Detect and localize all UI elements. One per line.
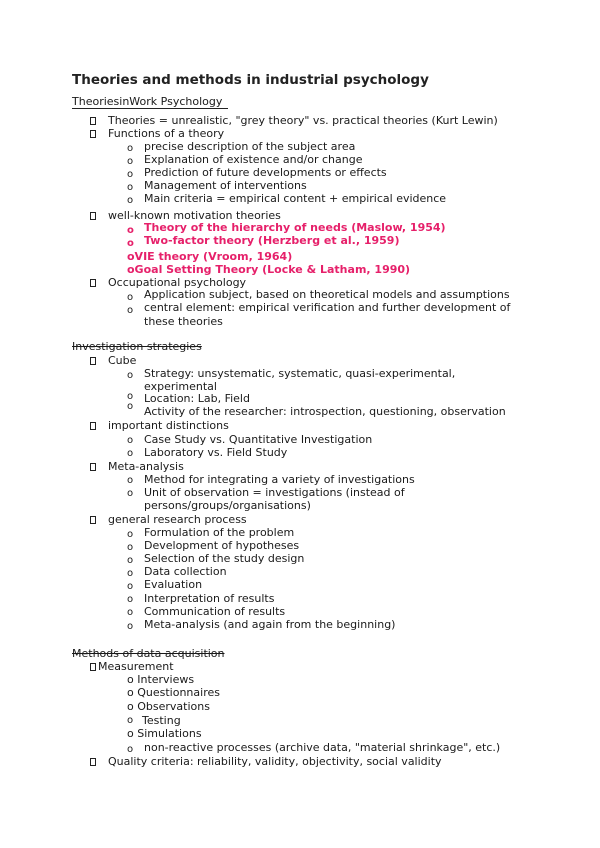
square-bullet-icon (90, 279, 96, 287)
square-bullet-icon (90, 516, 96, 524)
list-item: central element: empirical verification and further development of (144, 301, 511, 314)
highlighted-item: Theory of the hierarchy of needs (Maslow, 1954) (144, 221, 446, 234)
list-item: general research process (108, 513, 247, 526)
circle-bullet-icon: o (127, 488, 134, 499)
section-heading-methods: Methods of data acquisition (72, 647, 225, 660)
circle-bullet-icon: o (127, 715, 134, 726)
list-item: o Simulations (127, 727, 202, 740)
circle-bullet-icon: o (127, 238, 134, 249)
circle-bullet-icon: o (127, 621, 134, 632)
list-item: Activity of the researcher: introspection, questioning, observation (144, 405, 506, 418)
list-item: Application subject, based on theoretical models and assumptions (144, 288, 510, 301)
list-item: these theories (144, 315, 223, 328)
circle-bullet-icon: o (127, 143, 134, 154)
list-item: Location: Lab, Field (144, 392, 250, 405)
list-item: Main criteria = empirical content + empirical evidence (144, 192, 447, 205)
list-item: Method for integrating a variety of investigations (144, 473, 415, 486)
square-bullet-icon (90, 463, 96, 471)
circle-bullet-icon: o (127, 568, 134, 579)
circle-bullet-icon: o (127, 607, 134, 618)
circle-bullet-icon: o (127, 169, 134, 180)
square-bullet-icon (90, 212, 96, 220)
square-bullet-icon (90, 758, 96, 766)
list-item: Theories = unrealistic, "grey theory" vs. practical theories (Kurt Lewin) (108, 114, 498, 127)
circle-bullet-icon: o (127, 225, 134, 236)
list-item: Testing (142, 714, 181, 727)
square-bullet-icon (90, 117, 96, 125)
list-item: Data collection (144, 565, 227, 578)
circle-bullet-icon: o (127, 305, 134, 316)
circle-bullet-icon: o (127, 370, 134, 381)
square-bullet-icon (90, 422, 96, 430)
list-item: Laboratory vs. Field Study (144, 446, 288, 459)
list-item: Management of interventions (144, 179, 307, 192)
highlighted-item: oGoal Setting Theory (Locke & Latham, 1990) (127, 263, 411, 276)
list-item: Interpretation of results (144, 592, 275, 605)
list-item: Meta-analysis (and again from the beginning) (144, 618, 396, 631)
section-heading-investigation: Investigation strategies (72, 340, 202, 353)
list-item: precise description of the subject area (144, 140, 356, 153)
circle-bullet-icon: o (127, 744, 134, 755)
list-item: important distinctions (108, 419, 229, 432)
circle-bullet-icon: o (127, 581, 134, 592)
list-item: Evaluation (144, 578, 203, 591)
circle-bullet-icon: o (127, 555, 134, 566)
list-item: o Interviews (127, 673, 195, 686)
list-item: Communication of results (144, 605, 286, 618)
circle-bullet-icon: o (127, 448, 134, 459)
list-item: o Questionnaires (127, 686, 220, 699)
square-bullet-icon (90, 130, 96, 138)
square-bullet-icon (90, 663, 96, 671)
list-item: Strategy: unsystematic, systematic, quasi-experimental, (144, 367, 456, 380)
list-item: Formulation of the problem (144, 526, 295, 539)
list-item: Functions of a theory (108, 127, 225, 140)
section-underline (72, 108, 228, 109)
circle-bullet-icon: o (127, 391, 134, 402)
circle-bullet-icon: o (127, 182, 134, 193)
section-heading-theories: TheoriesinWork Psychology (72, 95, 223, 108)
circle-bullet-icon: o (127, 401, 134, 412)
circle-bullet-icon: o (127, 292, 134, 303)
list-item: Unit of observation = investigations (instead of (144, 486, 405, 499)
circle-bullet-icon: o (127, 542, 134, 553)
list-item: experimental (144, 380, 217, 393)
list-item: Occupational psychology (108, 276, 247, 289)
list-item: persons/groups/organisations) (144, 499, 311, 512)
square-bullet-icon (90, 357, 96, 365)
list-item: Quality criteria: reliability, validity, objectivity, social validity (108, 755, 442, 768)
list-item: Meta-analysis (108, 460, 184, 473)
list-item: Explanation of existence and/or change (144, 153, 363, 166)
circle-bullet-icon: o (127, 435, 134, 446)
list-item: Cube (108, 354, 137, 367)
list-item: Case Study vs. Quantitative Investigation (144, 433, 373, 446)
circle-bullet-icon: o (127, 529, 134, 540)
page-title: Theories and methods in industrial psychology (72, 72, 429, 88)
list-item: Selection of the study design (144, 552, 305, 565)
circle-bullet-icon: o (127, 594, 134, 605)
list-item: Prediction of future developments or effects (144, 166, 387, 179)
list-item: o Observations (127, 700, 210, 713)
highlighted-item: oVIE theory (Vroom, 1964) (127, 250, 293, 263)
circle-bullet-icon: o (127, 475, 134, 486)
list-item: well-known motivation theories (108, 209, 281, 222)
list-item: Development of hypotheses (144, 539, 300, 552)
highlighted-item: Two-factor theory (Herzberg et al., 1959) (144, 234, 400, 247)
list-item: non-reactive processes (archive data, "material shrinkage", etc.) (144, 741, 501, 754)
circle-bullet-icon: o (127, 195, 134, 206)
circle-bullet-icon: o (127, 156, 134, 167)
list-item: Measurement (98, 660, 174, 673)
